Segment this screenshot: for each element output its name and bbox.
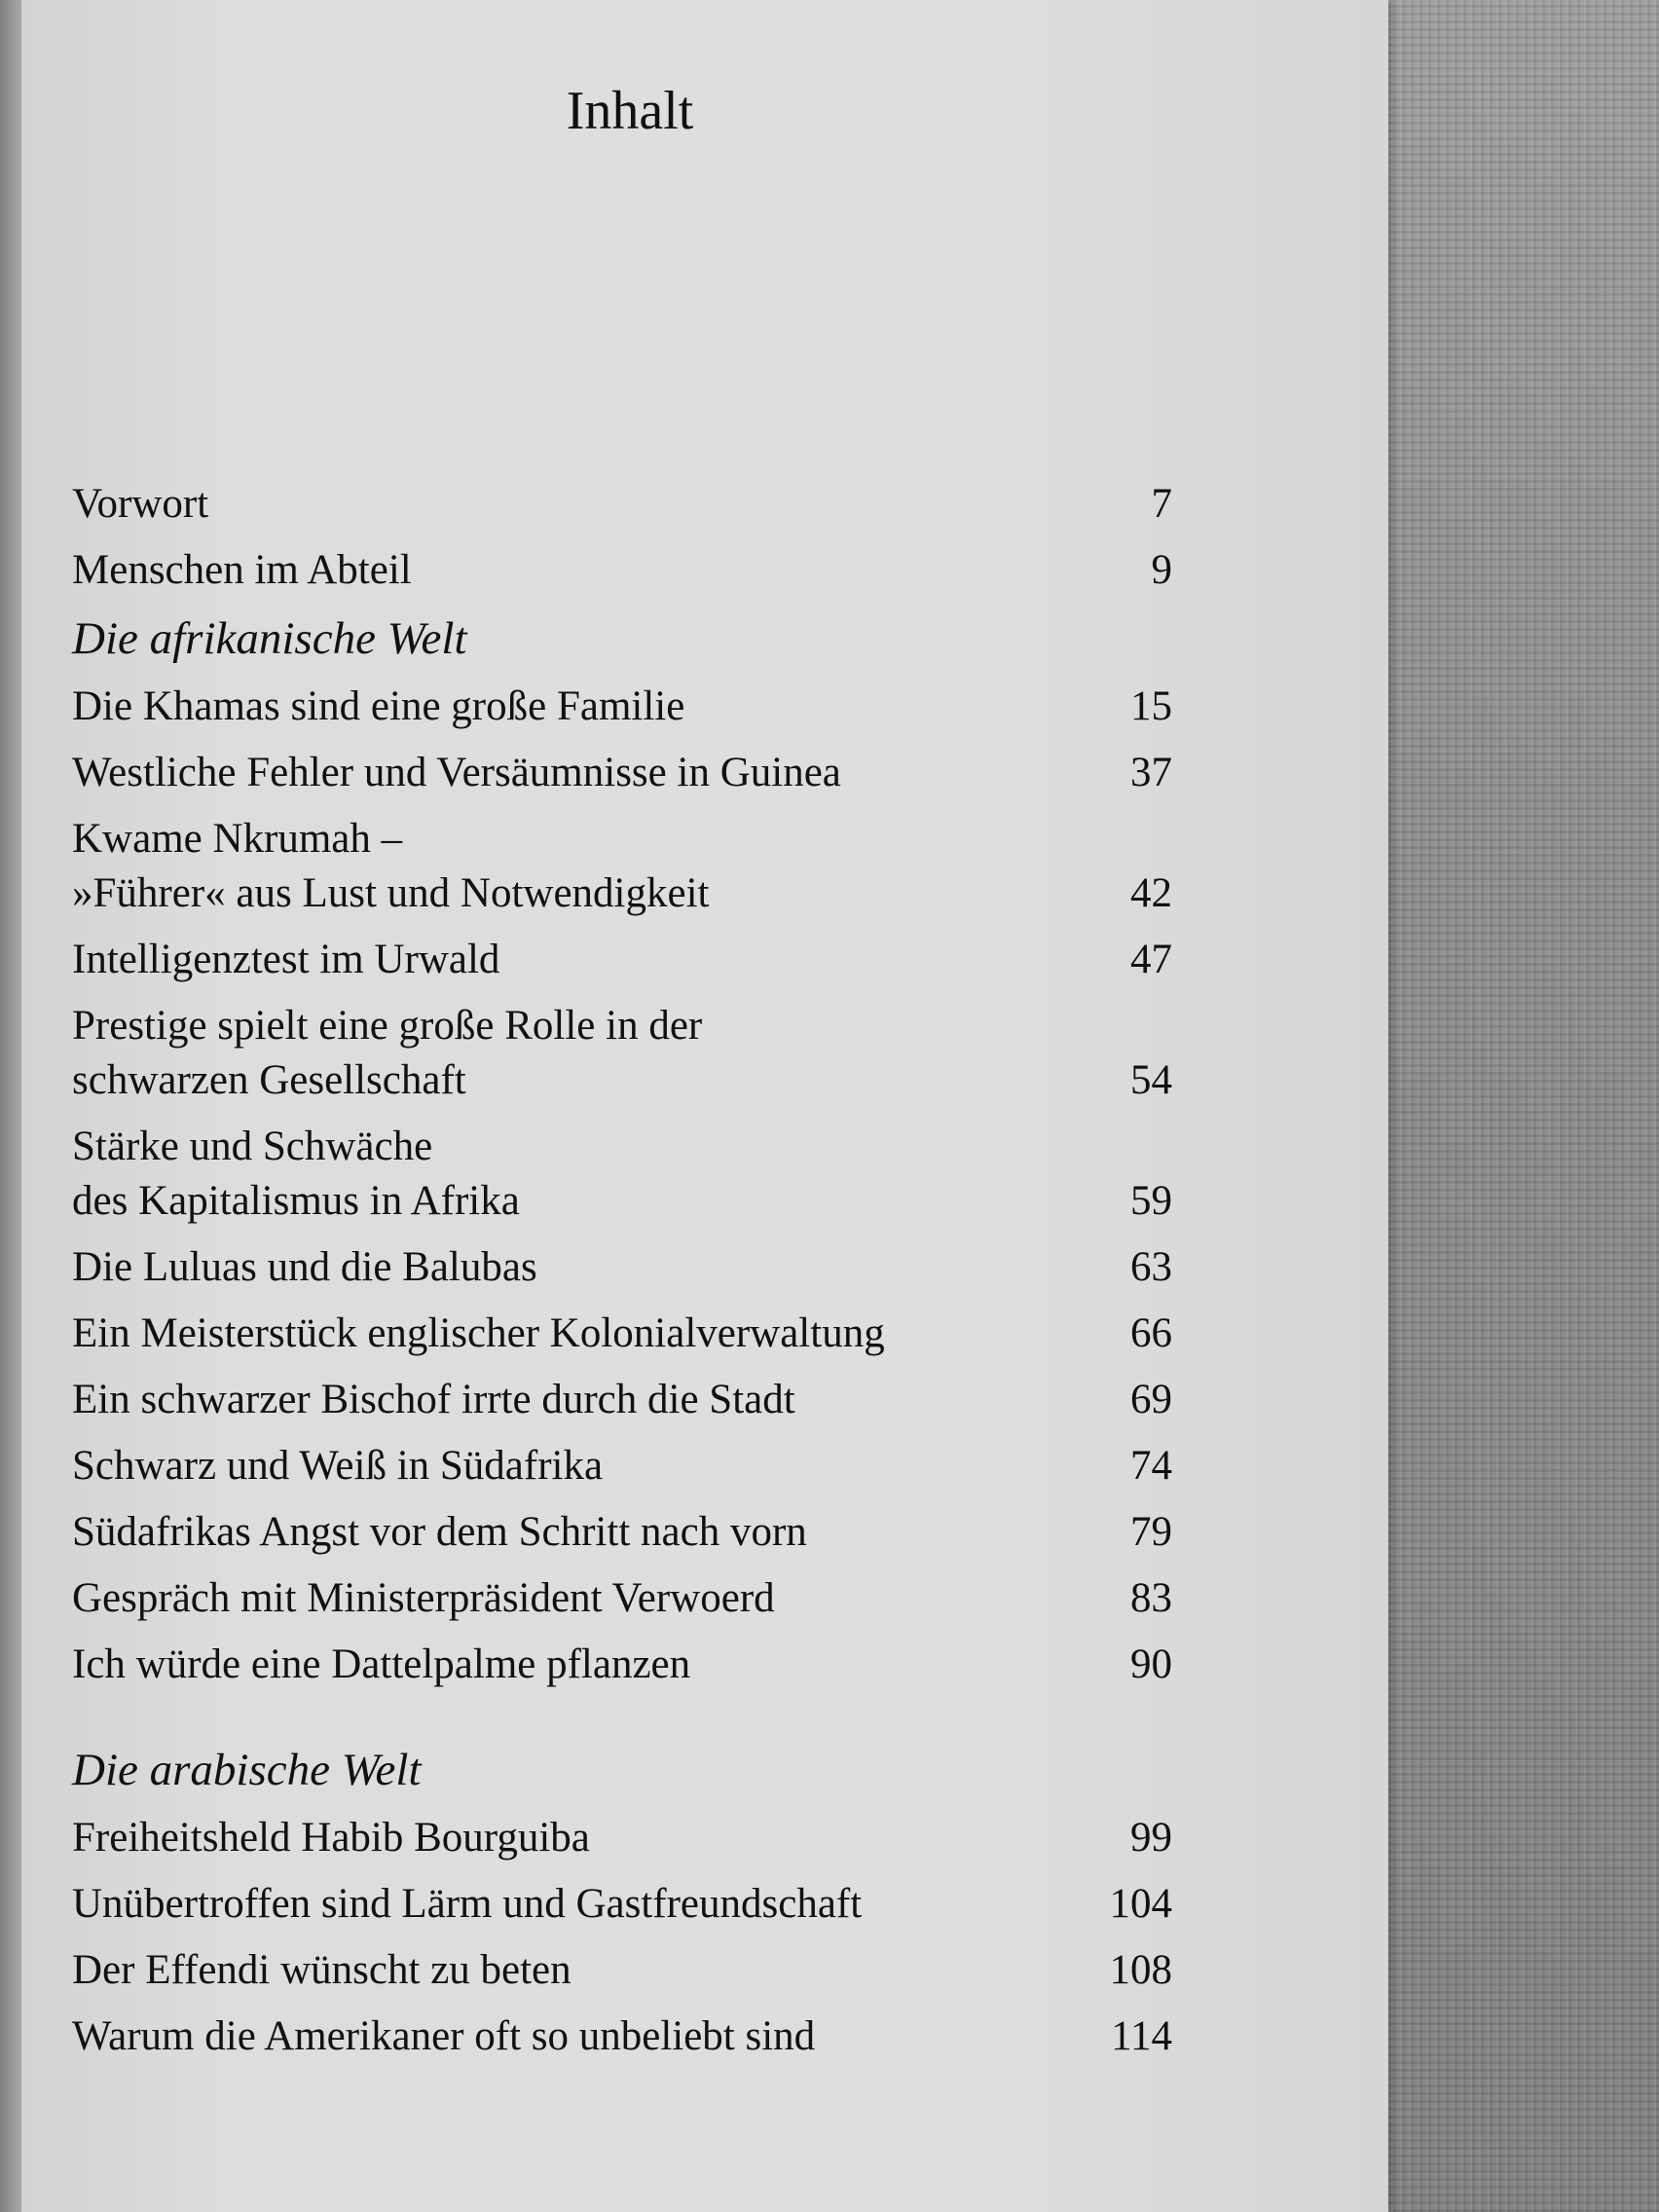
toc-entry bbox=[72, 746, 1172, 800]
section-heading: Die afrikanische Welt bbox=[72, 613, 467, 664]
toc-entry bbox=[72, 999, 1172, 1108]
toc-entry bbox=[72, 933, 1172, 987]
toc-entry-page: 108 bbox=[1109, 1947, 1172, 1993]
toc-entry-title: Gespräch mit Ministerpräsident Verwoerd bbox=[72, 1575, 775, 1621]
toc-entry-title: Warum die Amerikaner oft so unbeliebt sind bbox=[72, 2013, 816, 2059]
intro-entries bbox=[72, 477, 1172, 598]
toc-entry-title: Die Khamas sind eine große Familie bbox=[72, 683, 685, 729]
section-entries bbox=[72, 1811, 1172, 2064]
section-heading: Die arabische Welt bbox=[72, 1745, 422, 1795]
toc-entry-page: 59 bbox=[1130, 1178, 1172, 1224]
toc-entry bbox=[72, 680, 1172, 734]
toc-entry-page: 42 bbox=[1130, 870, 1172, 916]
toc-entry-page: 83 bbox=[1130, 1575, 1172, 1621]
toc-entry-page: 66 bbox=[1130, 1310, 1172, 1356]
toc-entry-page: 74 bbox=[1130, 1443, 1172, 1489]
toc-entry-page: 99 bbox=[1130, 1815, 1172, 1861]
toc-entry-title: Ein schwarzer Bischof irrte durch die Stadt bbox=[72, 1377, 795, 1422]
toc-entry-title: Intelligenztest im Urwald bbox=[72, 937, 500, 982]
toc-entry-title: Unübertroffen sind Lärm und Gastfreundschaft bbox=[72, 1881, 863, 1927]
book-left-edge bbox=[0, 0, 21, 2212]
toc-entry bbox=[72, 1811, 1172, 1865]
toc-entry-page: 63 bbox=[1130, 1244, 1172, 1290]
toc-entry-page: 54 bbox=[1130, 1057, 1172, 1103]
book-page bbox=[21, 0, 1388, 2212]
toc-entry-page: 114 bbox=[1111, 2013, 1172, 2059]
toc-entry bbox=[72, 1505, 1172, 1560]
toc-entry-page: 9 bbox=[1151, 547, 1172, 593]
toc-entry bbox=[72, 1373, 1172, 1427]
toc-entry-title: Die Luluas und die Balubas bbox=[72, 1244, 537, 1290]
toc-entry-title: Stärke und Schwäche des Kapitalismus in Afrika bbox=[72, 1124, 520, 1224]
toc-entry-title: Der Effendi wünscht zu beten bbox=[72, 1947, 571, 1993]
toc-entry-title: Menschen im Abteil bbox=[72, 547, 412, 593]
toc-entry bbox=[72, 1943, 1172, 1998]
page-title: Inhalt bbox=[566, 81, 694, 141]
toc-entry-page: 69 bbox=[1130, 1377, 1172, 1422]
toc-entry bbox=[72, 477, 1172, 532]
background-surface bbox=[1382, 0, 1659, 2212]
toc-entry-page: 15 bbox=[1130, 683, 1172, 729]
toc-entry-page: 90 bbox=[1130, 1641, 1172, 1687]
toc-entry bbox=[72, 2009, 1172, 2064]
toc-entry bbox=[72, 543, 1172, 598]
toc-entry bbox=[72, 1638, 1172, 1692]
toc-entry bbox=[72, 1439, 1172, 1493]
toc-entry-page: 7 bbox=[1151, 481, 1172, 527]
toc-entry-page: 47 bbox=[1130, 937, 1172, 982]
toc-entry bbox=[72, 1307, 1172, 1361]
toc-entry-page: 104 bbox=[1109, 1881, 1172, 1927]
toc-entry-title: Westliche Fehler und Versäumnisse in Guinea bbox=[72, 750, 841, 795]
toc-entry bbox=[72, 1571, 1172, 1626]
toc-entry bbox=[72, 1120, 1172, 1229]
toc-entry-title: Vorwort bbox=[72, 481, 209, 527]
toc-entry bbox=[72, 1877, 1172, 1932]
toc-entry-title: Südafrikas Angst vor dem Schritt nach vorn bbox=[72, 1509, 807, 1555]
toc-entry-title: Freiheitsheld Habib Bourguiba bbox=[72, 1815, 590, 1861]
toc-entry-title: Prestige spielt eine große Rolle in der schwarzen Gesellschaft bbox=[72, 1003, 703, 1103]
toc-entry-title: Ein Meisterstück englischer Kolonialverwaltung bbox=[72, 1310, 885, 1356]
toc-entry bbox=[72, 1240, 1172, 1295]
table-of-contents bbox=[72, 477, 1172, 2076]
section-entries bbox=[72, 680, 1172, 1692]
toc-entry-title: Kwame Nkrumah – »Führer« aus Lust und Notwendigkeit bbox=[72, 816, 710, 916]
toc-entry-page: 79 bbox=[1130, 1509, 1172, 1555]
toc-entry-title: Ich würde eine Dattelpalme pflanzen bbox=[72, 1641, 691, 1687]
toc-entry-page: 37 bbox=[1130, 750, 1172, 795]
toc-entry-title: Schwarz und Weiß in Südafrika bbox=[72, 1443, 604, 1489]
toc-entry bbox=[72, 812, 1172, 921]
